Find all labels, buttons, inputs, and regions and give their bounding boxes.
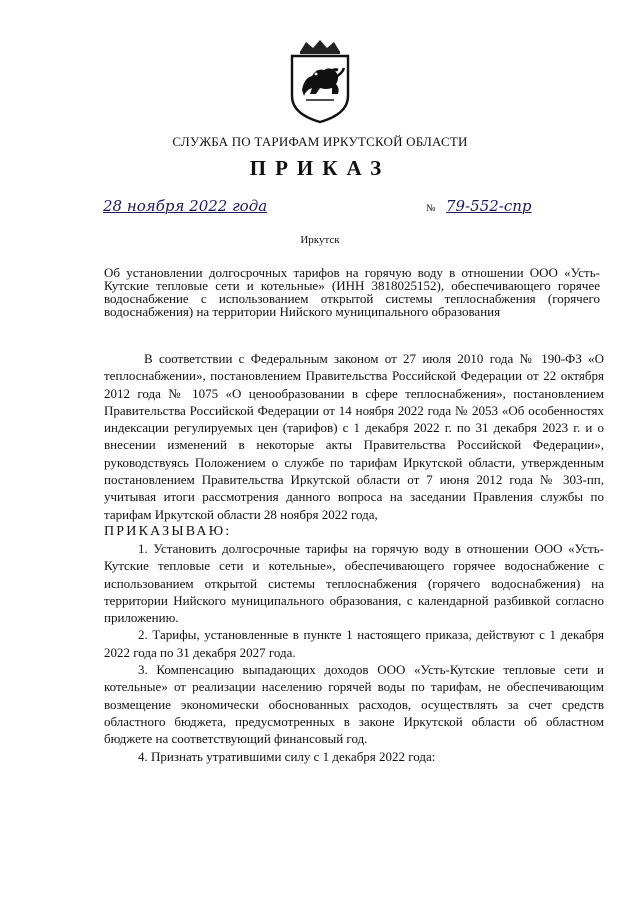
document-title: ПРИКАЗ [249,156,391,180]
order-item-3: 3. Компенсацию выпадающих доходов ООО «Усть-Кутские тепловые сети и котельные» от реализации населению горячей воды по тарифам, не обеспечивающим возмещение экономически обоснованных расходов, осуществлять за счет средств областного бюджета, предусмотренных в законе Иркутской области об областном бюджете на соответствующий финансовый год. [104,662,604,747]
order-item-1: 1. Установить долгосрочные тарифы на горячую воду в отношении ООО «Усть-Кутские тепловые сети и котельные», обеспечивающего горячее водоснабжение с использованием открытой системы теплоснабжения (горячего водоснабжения) на территории Нийского муниципального образования, с календарной разбивкой согласно приложению. [104,540,604,626]
decree-heading: ПРИКАЗЫВАЮ: [104,523,232,539]
order-body [104,350,604,765]
preamble-paragraph: В соответствии с Федеральным законом от 27 июля 2010 года № 190-ФЗ «О теплоснабжении», постановлением Правительства Российской Федерации от 22 октября 2012 года № 1075 «О ценообразовании в сфере теплоснабжения», постановлением Правительства Российской Федерации от 14 ноября 2022 года № 2053 «Об особенностях индексации регулируемых цен (тарифов) с 1 декабря 2022 г. по 31 декабря 2023 г. и о внесении изменений в некоторые акты Правительства Российской Федерации», руководствуясь Положением о службе по тарифам Иркутской области, утвержденным постановлением Правительства Иркутской области от 7 июня 2012 года № 303-пп, учитывая итоги рассмотрения данного вопроса на заседании Правления службы по тарифам Иркутской области 28 ноября 2022 года, [104,351,604,522]
handwritten-date: 28 ноября 2022 года [103,197,268,215]
city-name: Иркутск [300,234,340,246]
agency-name: СЛУЖБА ПО ТАРИФАМ ИРКУТСКОЙ ОБЛАСТИ [172,134,468,149]
order-item-2: 2. Тарифы, установленные в пункте 1 настоящего приказа, действуют с 1 декабря 2022 года по 31 декабря 2027 года. [104,627,604,660]
order-item-4: 4. Признать утратившими силу с 1 декабря 2022 года: [138,748,436,764]
irkutsk-coat-of-arms-emblem [286,38,354,124]
order-subject: Об установлении долгосрочных тарифов на горячую воду в отношении ООО «Усть-Кутские тепловые сети и котельные» (ИНН 3818025152), обеспечивающего горячее водоснабжение с использованием открытой системы теплоснабжения (горячего водоснабжения) на территории Нийского муниципального образования [104,265,600,319]
number-sign: № [426,203,436,214]
handwritten-order-number: 79-552-спр [446,197,532,215]
